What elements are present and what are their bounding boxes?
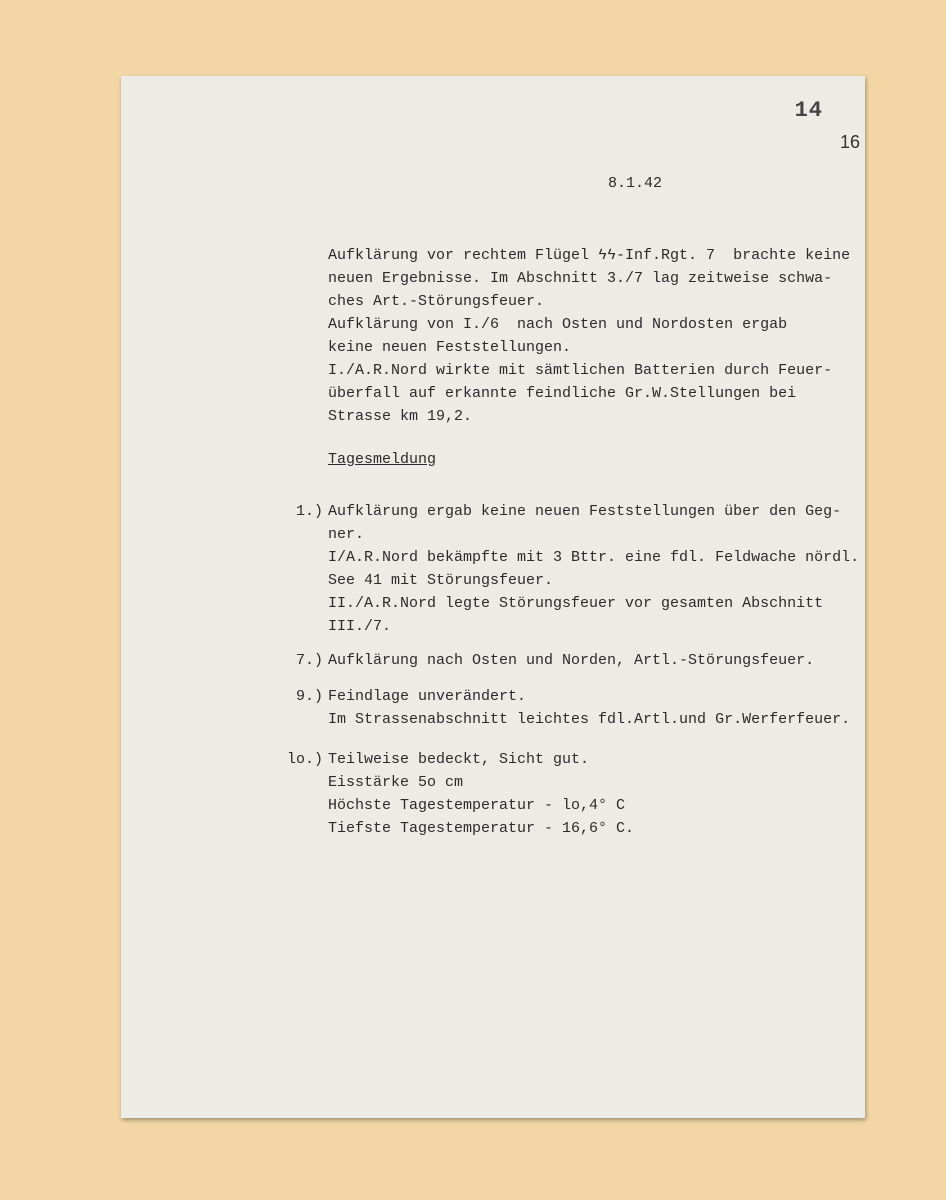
folio-number-handwritten: 16 (839, 132, 860, 152)
text-line: Strasse km 19,2. (328, 408, 473, 425)
text-line: Tiefste Tagestemperatur - 16,6° C. (328, 820, 635, 837)
text-line: Im Strassenabschnitt leichtes fdl.Artl.und Gr.Werferfeuer. (328, 711, 851, 728)
text-line: Feindlage unverändert. (328, 688, 527, 705)
text-line: ner. (328, 526, 365, 543)
list-item (328, 649, 814, 672)
list-item (328, 685, 850, 731)
item-number: 1.) (295, 503, 323, 520)
text-line: Aufklärung von I./6 nach Osten und Nordosten ergab (328, 316, 788, 333)
item-number: lo.) (286, 751, 323, 768)
text-line: Teilweise bedeckt, Sicht gut. (328, 751, 590, 768)
report-date: 8.1.42 (608, 175, 663, 192)
text-line: neuen Ergebnisse. Im Abschnitt 3./7 lag zeitweise schwa- (328, 270, 833, 287)
text-line: See 41 mit Störungsfeuer. (328, 572, 554, 589)
item-number: 9.) (295, 688, 323, 705)
list-item (328, 500, 859, 638)
text-line: Eisstärke 5o cm (328, 774, 464, 791)
text-line: überfall auf erkannte feindliche Gr.W.Stellungen bei (328, 385, 797, 402)
text-line: I./A.R.Nord wirkte mit sämtlichen Batterien durch Feuer- (328, 362, 833, 379)
list-item (328, 748, 634, 840)
intro-paragraph (328, 244, 850, 428)
text-line: Aufklärung vor rechtem Flügel ϟϟ-Inf.Rgt. 7 brachte keine (328, 247, 851, 264)
text-line: II./A.R.Nord legte Störungsfeuer vor gesamten Abschnitt (328, 595, 824, 612)
text-line: Aufklärung nach Osten und Norden, Artl.-Störungsfeuer. (328, 652, 815, 669)
text-line: III./7. (328, 618, 392, 635)
text-line: Höchste Tagestemperatur - lo,4° C (328, 797, 626, 814)
item-number: 7.) (295, 652, 323, 669)
document-page (121, 76, 865, 1118)
text-line: Aufklärung ergab keine neuen Feststellungen über den Geg- (328, 503, 842, 520)
text-line: ches Art.-Störungsfeuer. (328, 293, 545, 310)
section-heading: Tagesmeldung (328, 451, 437, 468)
text-line: I/A.R.Nord bekämpfte mit 3 Bttr. eine fdl. Feldwache nördl. (328, 549, 860, 566)
text-line: keine neuen Feststellungen. (328, 339, 572, 356)
folio-number-stamped: 14 (794, 98, 823, 123)
